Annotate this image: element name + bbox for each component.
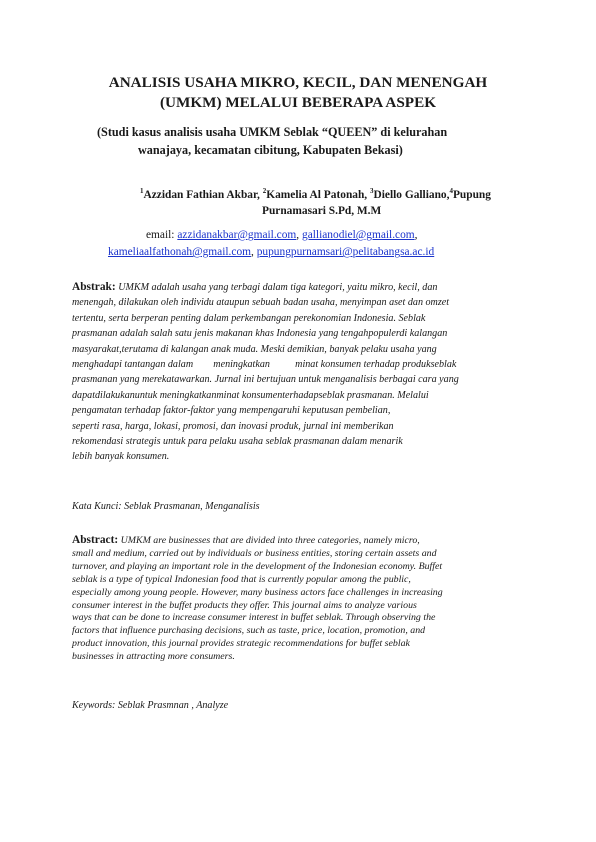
abstrak-line: menengah, dilakukan oleh individu ataupun sebuah badan usaha, menyimpan aset dan omzet: [72, 297, 450, 309]
author-3: Diello Galliano,: [373, 189, 450, 201]
abstract-line: small and medium, carried out by individuals or business entities, storing certain assets and: [72, 547, 437, 559]
email-line-1: [146, 228, 418, 243]
abstrak-label: Abstrak:: [72, 281, 116, 293]
abstract-line: ways that can be done to increase consumer interest in buffet seblak. Through observing the: [72, 612, 436, 624]
abstract-line: factors that influence purchasing decisions, such as taste, price, location, promotion, and: [72, 625, 426, 637]
abstrak-line: prasmanan adalah salah satu jenis makanan khas Indonesia yang tengahpopulerdi kalangan: [72, 328, 448, 340]
abstract-line: [72, 534, 524, 548]
abstract-line: businesses in attracting more consumers.: [72, 651, 235, 663]
author-3-affil: 3: [370, 187, 374, 196]
abstrak-line: seperti rasa, harga, lokasi, promosi, dan inovasi produk, jurnal ini memberikan: [72, 420, 394, 432]
abstrak-line: prasmanan yang merekatawarkan. Jurnal ini bertujuan untuk menganalisis berbagai cara yang: [72, 374, 459, 386]
abstract-line: seblak is a type of typical Indonesian food that is currently popular among the public,: [72, 573, 411, 585]
abstrak-text: UMKM adalah usaha yang terbagi dalam tiga kategori, yaitu mikro, kecil, dan: [115, 282, 438, 293]
email-link-1[interactable]: azzidanakbar@gmail.com: [177, 229, 297, 241]
title-line-2: (UMKM) MELALUI BEBERAPA ASPEK: [159, 94, 437, 111]
author-2-affil: 2: [262, 187, 267, 196]
subtitle-line-1: (Studi kasus analisis usaha UMKM Seblak “QUEEN” di kelurahan: [97, 125, 448, 139]
abstract-text: UMKM are businesses that are divided into three categories, namely micro,: [118, 535, 420, 546]
abstrak-section: [72, 280, 524, 465]
abstrak-line: menghadapi tantangan dalam meningkatkan minat konsumen terhadap produkseblak: [72, 359, 457, 371]
abstract-section: [72, 534, 524, 664]
author-1: Azzidan Fathian Akbar,: [143, 189, 263, 201]
abstrak-line: masyarakat,terutama di kalangan anak muda. Meski demikian, banyak pelaku usaha yang: [72, 343, 437, 355]
author-4-affil: 4: [449, 187, 453, 196]
author-list-line-2: Purnamasari S.Pd, M.M: [262, 205, 382, 217]
author-list: [140, 188, 491, 203]
kata-kunci: Kata Kunci: Seblak Prasmanan, Menganalisis: [72, 501, 260, 512]
paper-title: [60, 73, 536, 113]
abstrak-line: dapatdilakukanuntuk meningkatkanminat konsumenterhadapseblak prasmanan. Melalui: [72, 389, 429, 401]
email-separator: ,: [296, 229, 302, 241]
email-link-3[interactable]: kameliaalfathonah@gmail.com: [108, 246, 252, 258]
abstract-label: Abstract:: [72, 534, 119, 546]
keywords: Keywords: Seblak Prasmnan , Analyze: [72, 700, 229, 711]
title-line-1: ANALISIS USAHA MIKRO, KECIL, DAN MENENGAH: [108, 74, 488, 91]
abstract-line: consumer interest in the buffet products they offer. This journal aims to analyze various: [72, 599, 417, 611]
abstrak-line: lebih banyak konsumen.: [72, 451, 170, 463]
abstrak-line: [72, 280, 524, 295]
subtitle-line-2: wanajaya, kecamatan cibitung, Kabupaten Bekasi): [138, 143, 403, 157]
abstrak-line: pengamatan terhadap faktor-faktor yang mempengaruhi keputusan pembelian,: [72, 405, 391, 417]
abstract-line: product innovation, this journal provides strategic recommendations for buffet seblak: [72, 638, 410, 650]
author-2: Kamelia Al Patonah,: [266, 189, 371, 201]
email-prefix: email:: [146, 229, 178, 241]
abstract-line: turnover, and playing an important role in the development of the Indonesian economy. Buffet: [72, 560, 443, 572]
email-link-4[interactable]: pupungpurnamsari@pelitabangsa.ac.id: [256, 246, 435, 258]
author-4: Pupung: [452, 189, 491, 201]
abstract-line: especially among young people. However, many business actors face challenges in increasing: [72, 586, 443, 598]
author-1-affil: 1: [140, 187, 144, 196]
email-separator: ,: [251, 246, 257, 258]
email-line-2: [108, 245, 434, 260]
abstrak-line: tertentu, serta berperan penting dalam perkembangan perekonomian Indonesia. Seblak: [72, 312, 426, 324]
email-separator: ,: [414, 229, 418, 241]
abstrak-line: rekomendasi strategis untuk para pelaku usaha seblak prasmanan dalam menarik: [72, 436, 403, 448]
email-link-2[interactable]: gallianodiel@gmail.com: [302, 229, 415, 241]
